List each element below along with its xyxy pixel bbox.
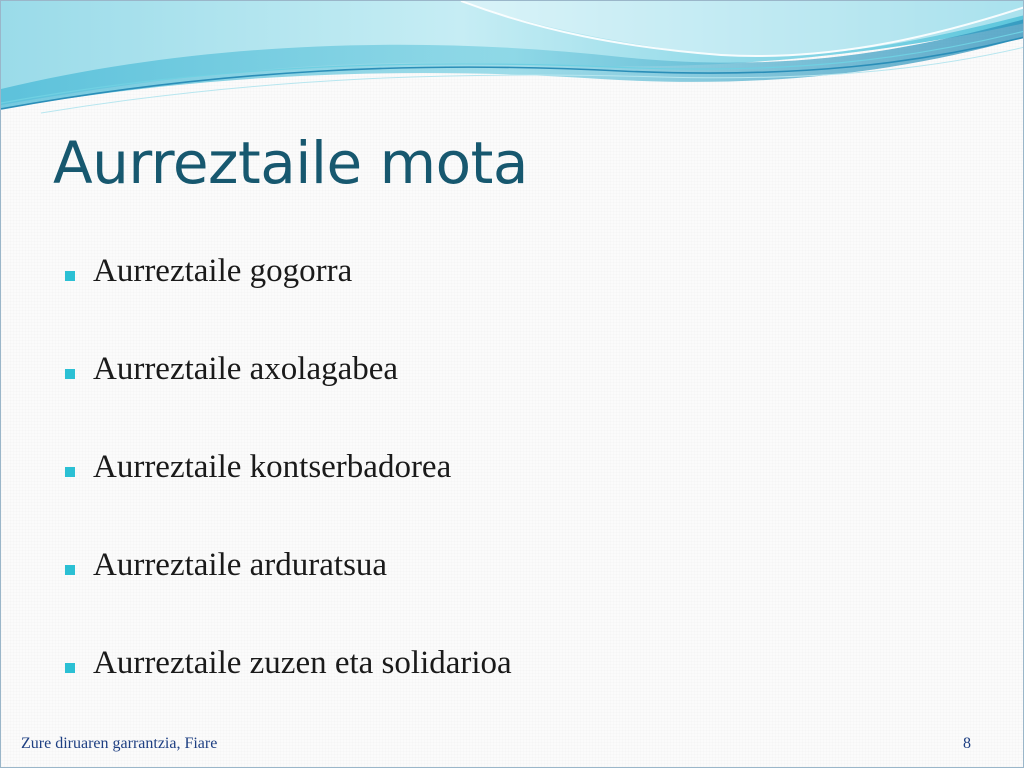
bullet-text: Aurreztaile kontserbadorea <box>93 449 452 485</box>
square-bullet-icon <box>65 271 75 281</box>
square-bullet-icon <box>65 565 75 575</box>
bullet-text: Aurreztaile axolagabea <box>93 351 399 387</box>
bullet-text: Aurreztaile arduratsua <box>93 547 388 583</box>
slide-title: Aurreztaile mota <box>53 129 528 197</box>
square-bullet-icon <box>65 369 75 379</box>
square-bullet-icon <box>65 467 75 477</box>
footer-text: Zure diruaren garrantzia, Fiare <box>21 735 218 752</box>
page-number: 8 <box>963 735 971 752</box>
bullet-text: Aurreztaile zuzen eta solidarioa <box>93 645 512 681</box>
bullet-text: Aurreztaile gogorra <box>93 253 353 289</box>
header-wave-decoration <box>1 1 1024 121</box>
square-bullet-icon <box>65 663 75 673</box>
